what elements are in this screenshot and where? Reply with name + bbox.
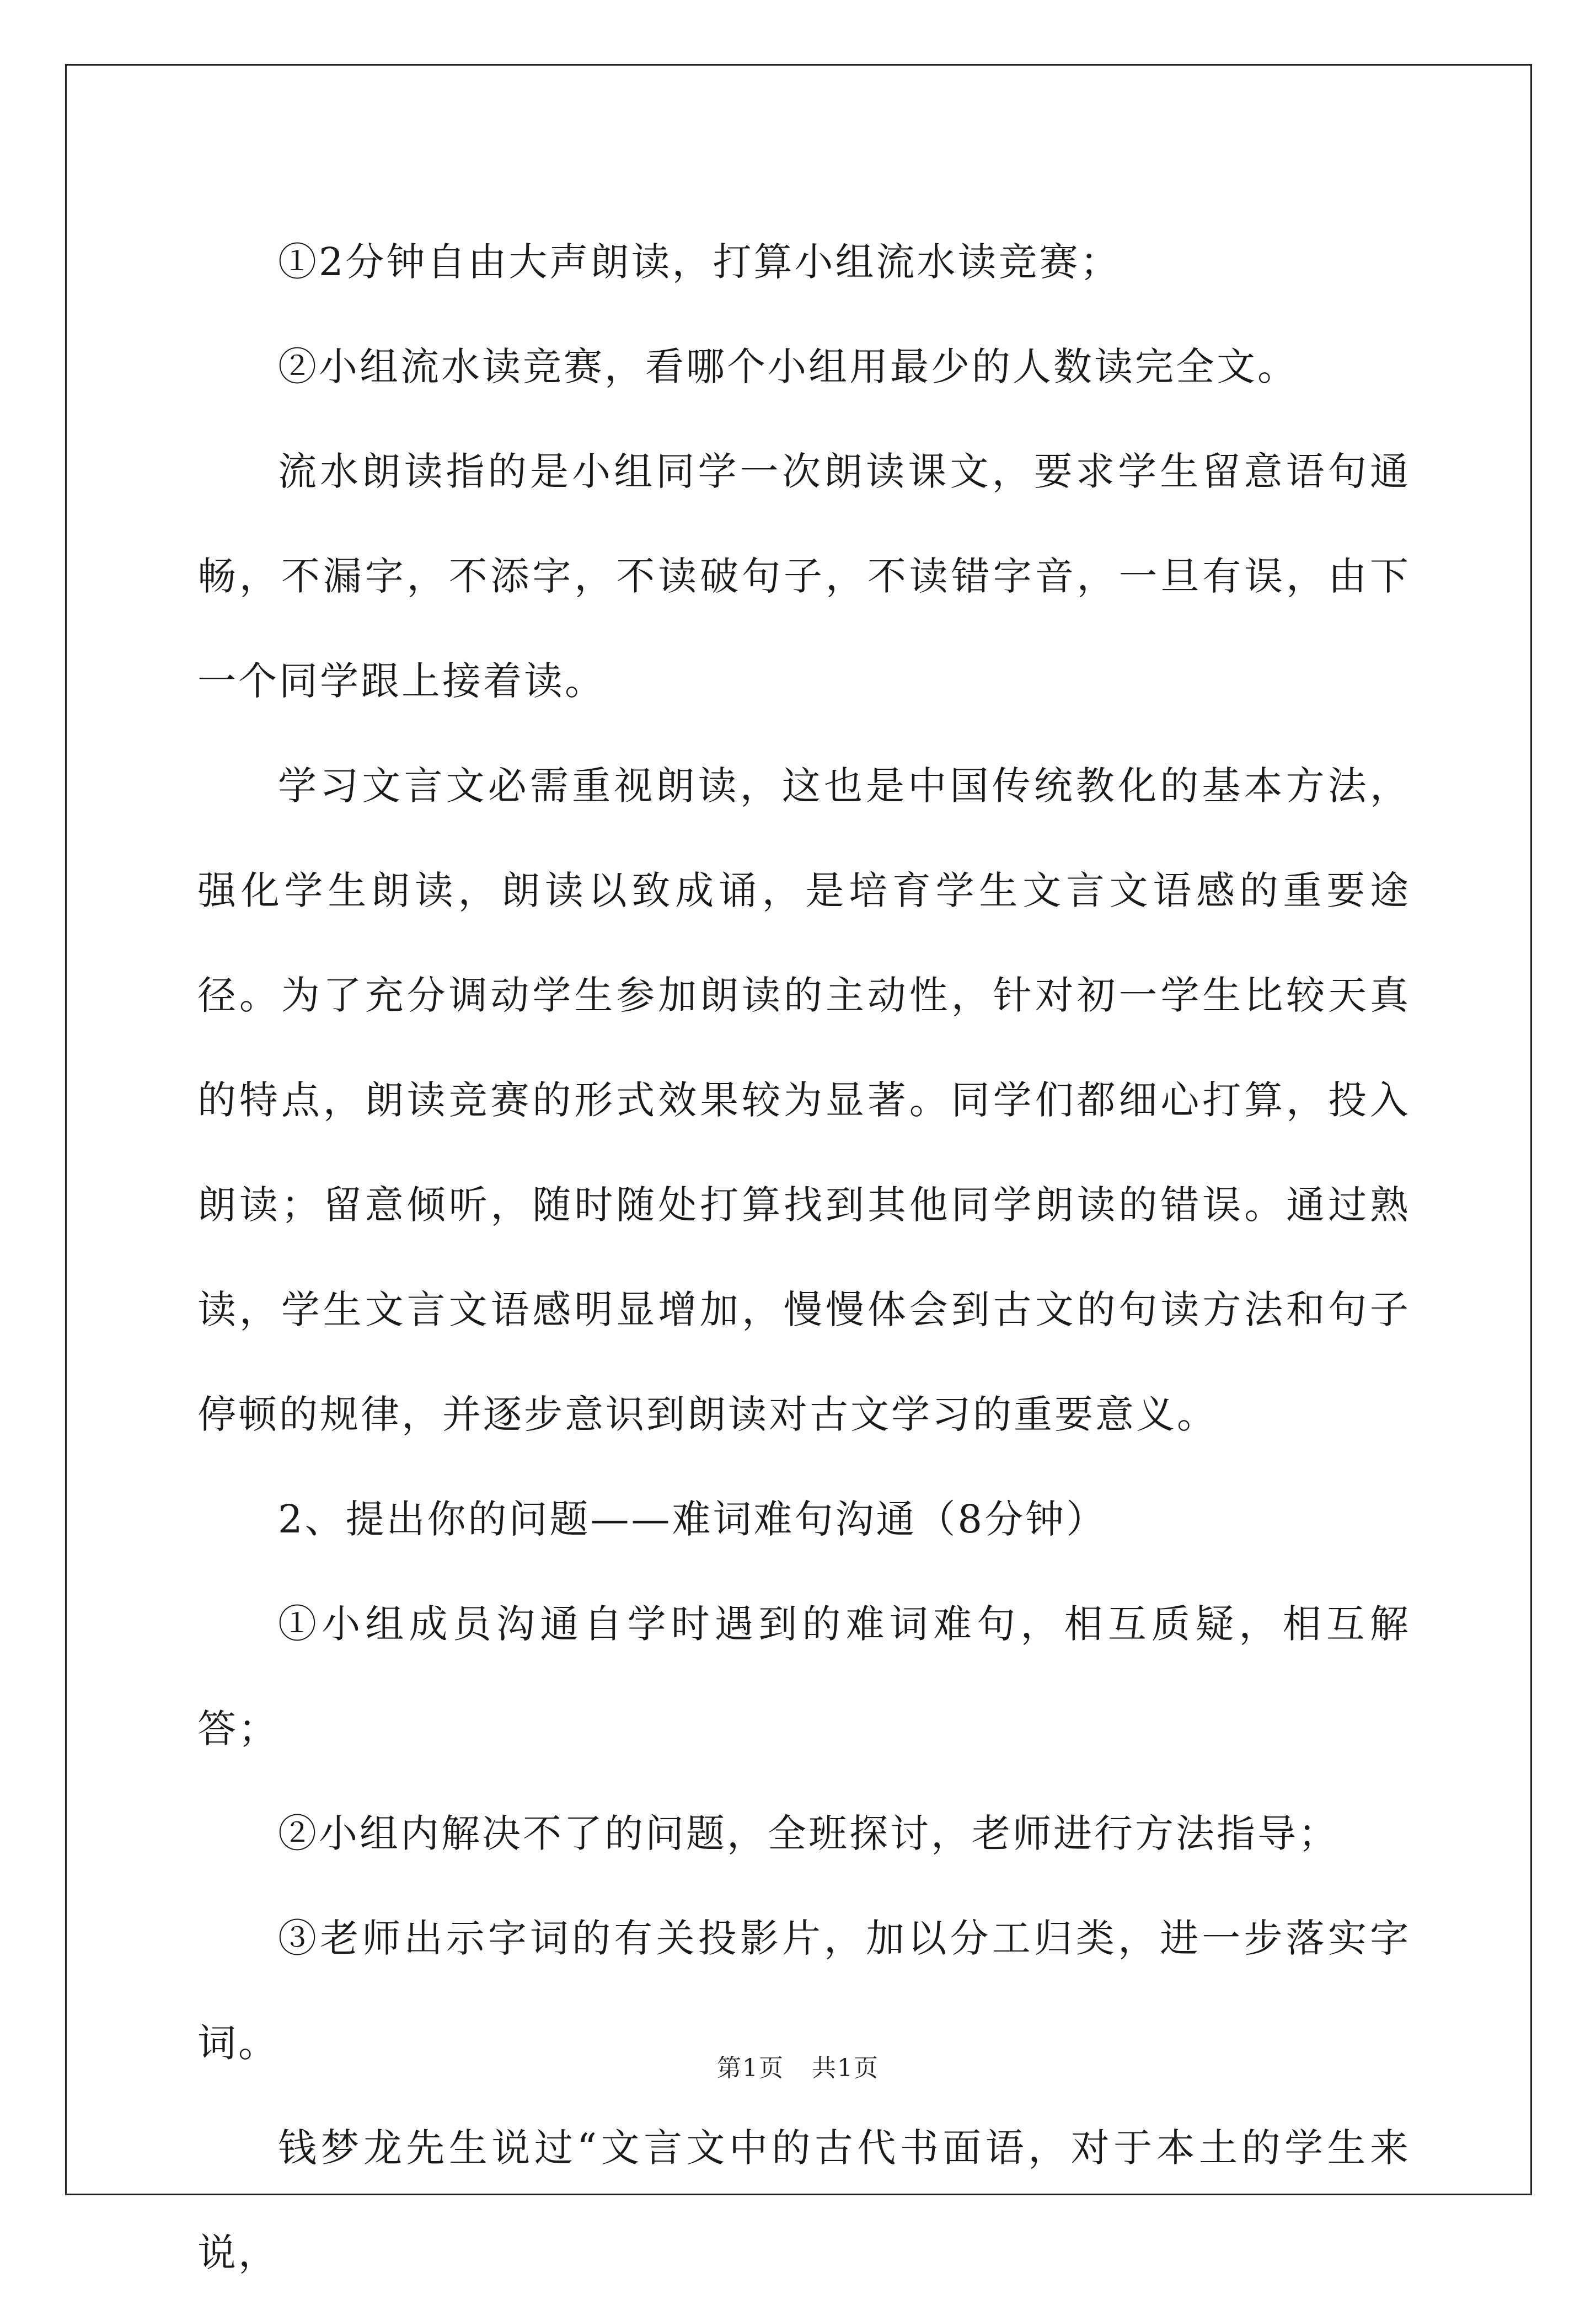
- page-number: 第1页: [717, 2054, 784, 2082]
- paragraph-5-heading: 2、提出你的问题——难词难句沟通（8分钟）: [278, 1497, 1107, 1542]
- paragraph-3: 流水朗读指的是小组同学一次朗读课文，要求学生留意语句通畅，不漏字，不添字，不读破句子，不读错字音，一旦有误，由下一个同学跟上接着读。: [197, 449, 1411, 704]
- paragraph-9: 钱梦龙先生说过“文言文中的古代书面语，对于本土的学生来说，: [197, 2125, 1411, 2275]
- paragraph-1: ①2分钟自由大声朗读，打算小组流水读竞赛；: [278, 239, 1121, 285]
- total-pages: 共1页: [812, 2054, 879, 2082]
- document-body: [197, 210, 1411, 2305]
- paragraph-4: 学习文言文必需重视朗读，这也是中国传统教化的基本方法，强化学生朗读，朗读以致成诵，是培育学生文言文语感的重要途径。为了充分调动学生参加朗读的主动性，针对初一学生比较天真的特点，朗读竞赛的形式效果较为显著。同学们都细心打算，投入朗读；留意倾听，随时随处打算找到其他同学朗读的错误。通过熟读，学生文言文语感明显增加，慢慢体会到古文的句读方法和句子停顿的规律，并逐步意识到朗读对古文学习的重要意义。: [197, 763, 1411, 1437]
- paragraph-2: ②小组流水读竞赛，看哪个小组用最少的人数读完全文。: [278, 344, 1298, 389]
- paragraph-8: ③老师出示字词的有关投影片，加以分工归类，进一步落实字词。: [197, 1916, 1411, 2066]
- page-footer: [0, 2048, 1596, 2083]
- paragraph-6: ①小组成员沟通自学时遇到的难词难句，相互质疑，相互解答；: [197, 1601, 1411, 1751]
- paragraph-7: ②小组内解决不了的问题，全班探讨，老师进行方法指导；: [278, 1811, 1339, 1856]
